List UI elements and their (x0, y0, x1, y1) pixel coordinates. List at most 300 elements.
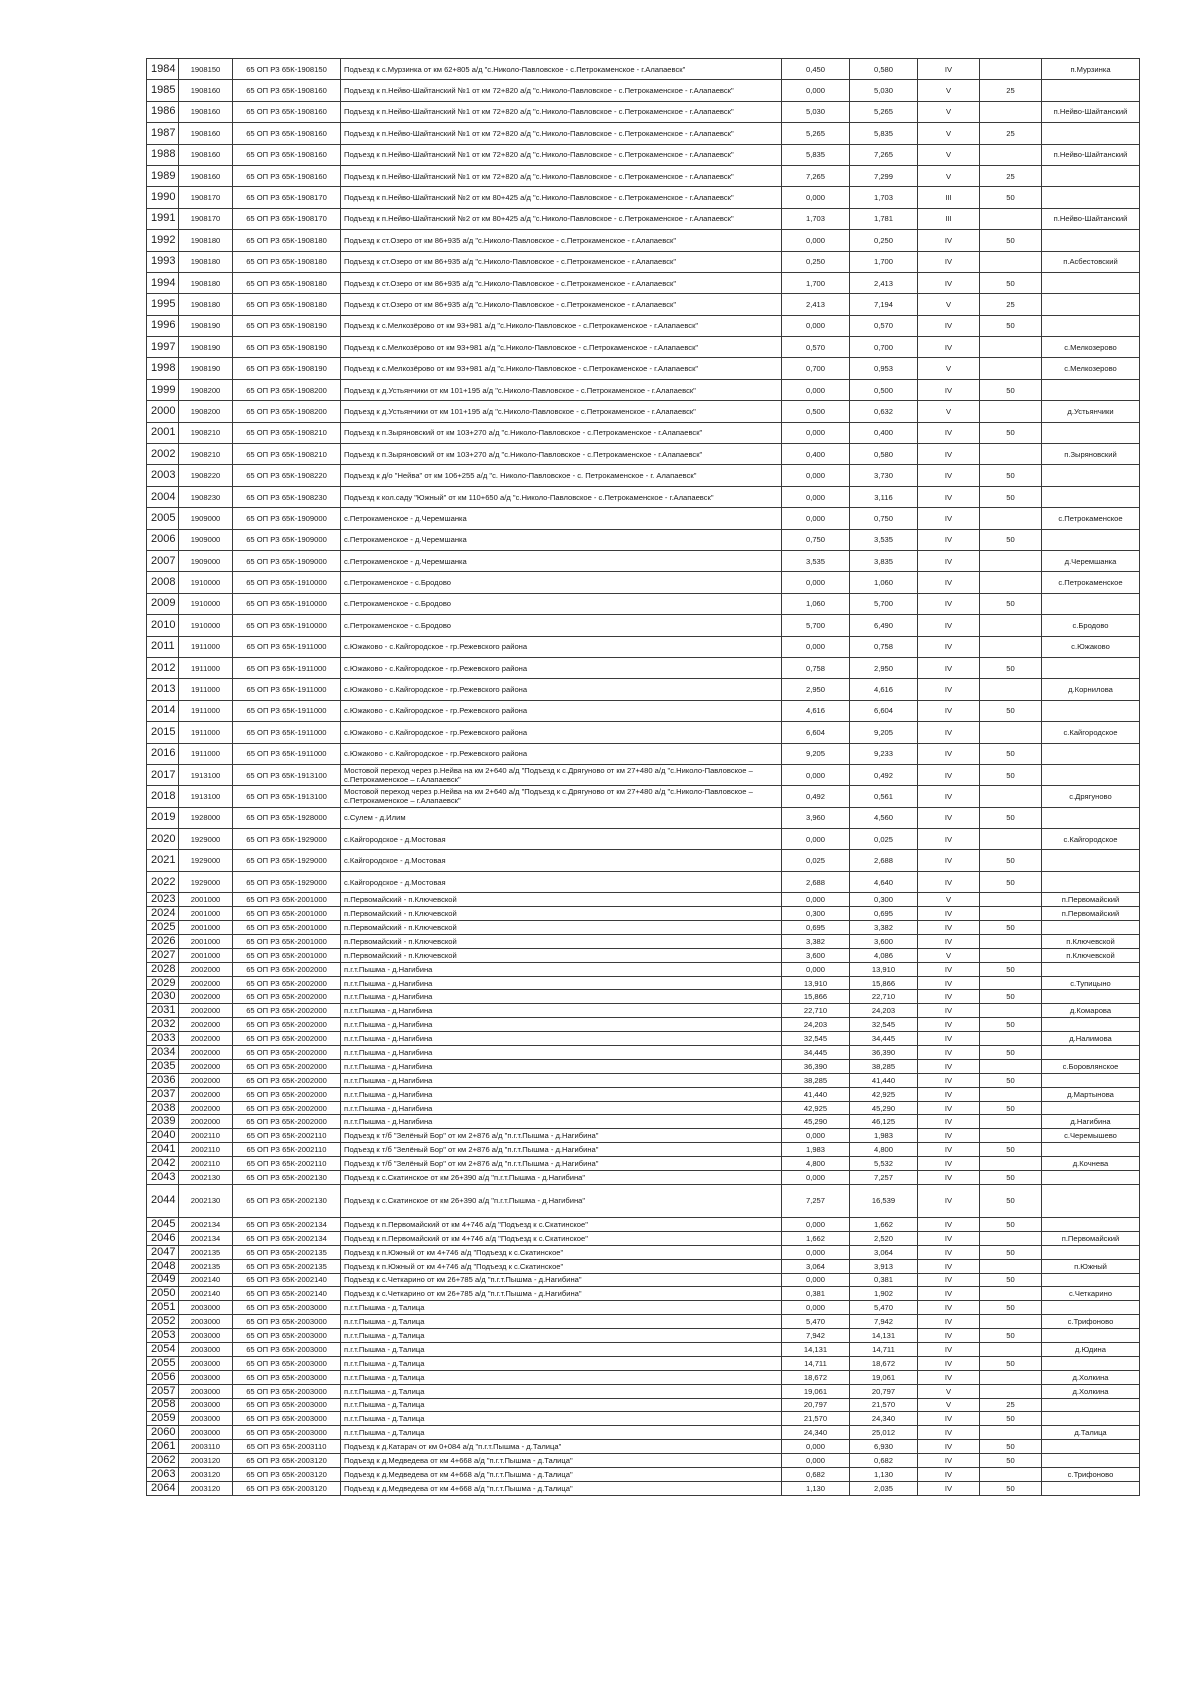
km-end-cell: 1,703 (850, 187, 918, 208)
km-end-cell: 42,925 (850, 1087, 918, 1101)
road-name-cell: с.Кайгородское - д.Мостовая (341, 871, 782, 892)
road-code-cell: 65 ОП РЗ 65К-2002134 (233, 1231, 341, 1245)
settlement-cell: д.Устьянчики (1042, 401, 1140, 422)
speed-limit-cell: 50 (980, 465, 1042, 486)
road-code-cell: 65 ОП РЗ 65К-2002000 (233, 1046, 341, 1060)
km-start-cell: 3,535 (782, 550, 850, 571)
km-end-cell: 0,580 (850, 59, 918, 80)
speed-limit-cell (980, 337, 1042, 358)
road-category-cell: III (918, 208, 980, 229)
road-category-cell: IV (918, 59, 980, 80)
road-category-cell: IV (918, 871, 980, 892)
road-name-cell: с.Южаково - с.Кайгородское - гр.Режевского района (341, 743, 782, 764)
road-category-cell: IV (918, 1171, 980, 1185)
road-code-cell: 65 ОП РЗ 65К-1908160 (233, 80, 341, 101)
km-end-cell: 5,470 (850, 1301, 918, 1315)
road-category-cell: IV (918, 934, 980, 948)
km-end-cell: 20,797 (850, 1384, 918, 1398)
road-id-cell: 1910000 (179, 615, 233, 636)
road-name-cell: Подъезд к п.Первомайский от км 4+746 а/д "Подъезд к с.Скатинское" (341, 1217, 782, 1231)
speed-limit-cell: 50 (980, 1440, 1042, 1454)
road-id-cell: 1928000 (179, 807, 233, 828)
speed-limit-cell: 25 (980, 80, 1042, 101)
table-row (147, 1287, 1140, 1301)
road-category-cell: IV (918, 990, 980, 1004)
km-end-cell: 6,490 (850, 615, 918, 636)
road-category-cell: IV (918, 615, 980, 636)
road-code-cell: 65 ОП РЗ 65К-1910000 (233, 593, 341, 614)
row-number-cell: 2041 (147, 1143, 179, 1157)
road-category-cell: IV (918, 1287, 980, 1301)
table-row (147, 358, 1140, 379)
road-category-cell: IV (918, 1115, 980, 1129)
table-row (147, 743, 1140, 764)
table-row (147, 593, 1140, 614)
km-start-cell: 3,382 (782, 934, 850, 948)
settlement-cell (1042, 1143, 1140, 1157)
road-code-cell: 65 ОП РЗ 65К-1908230 (233, 486, 341, 507)
table-row (147, 1315, 1140, 1329)
road-code-cell: 65 ОП РЗ 65К-1908170 (233, 187, 341, 208)
km-end-cell: 2,035 (850, 1481, 918, 1495)
road-category-cell: IV (918, 1273, 980, 1287)
road-category-cell: IV (918, 593, 980, 614)
table-row (147, 1467, 1140, 1481)
row-number-cell: 2040 (147, 1129, 179, 1143)
road-name-cell: п.г.т.Пышма - д.Нагибина (341, 1032, 782, 1046)
km-start-cell: 0,000 (782, 1129, 850, 1143)
road-id-cell: 2002140 (179, 1287, 233, 1301)
road-id-cell: 1909000 (179, 529, 233, 550)
km-end-cell: 19,061 (850, 1370, 918, 1384)
road-id-cell: 1909000 (179, 550, 233, 571)
speed-limit-cell: 50 (980, 1018, 1042, 1032)
settlement-cell: п.Нейво-Шайтанский (1042, 101, 1140, 122)
road-name-cell: с.Кайгородское - д.Мостовая (341, 850, 782, 871)
road-name-cell: Подъезд к д.Медведева от км 4+668 а/д "п.г.т.Пышма - д.Талица" (341, 1467, 782, 1481)
speed-limit-cell (980, 786, 1042, 807)
row-number-cell: 2006 (147, 529, 179, 550)
settlement-cell (1042, 850, 1140, 871)
road-category-cell: IV (918, 1217, 980, 1231)
road-name-cell: Подъезд к п.Нейво-Шайтанский №1 от км 72+820 а/д "с.Николо-Павловское - с.Петрокаменское - г.Алапаевск" (341, 80, 782, 101)
table-row (147, 829, 1140, 850)
settlement-cell: д.Корнилова (1042, 679, 1140, 700)
road-code-cell: 65 ОП РЗ 65К-2002135 (233, 1259, 341, 1273)
km-end-cell: 0,632 (850, 401, 918, 422)
road-name-cell: Подъезд к с.Мурзинка от км 62+805 а/д "с.Николо-Павловское - с.Петрокаменское - г.Алапаевск" (341, 59, 782, 80)
km-end-cell: 13,910 (850, 962, 918, 976)
road-code-cell: 65 ОП РЗ 65К-1908180 (233, 272, 341, 293)
settlement-cell: д.Черемшанка (1042, 550, 1140, 571)
road-code-cell: 65 ОП РЗ 65К-1911000 (233, 679, 341, 700)
road-name-cell: п.г.т.Пышма - д.Нагибина (341, 1087, 782, 1101)
km-start-cell: 0,000 (782, 829, 850, 850)
settlement-cell: с.Южаково (1042, 636, 1140, 657)
road-name-cell: п.г.т.Пышма - д.Талица (341, 1301, 782, 1315)
road-id-cell: 1908200 (179, 379, 233, 400)
road-code-cell: 65 ОП РЗ 65К-2003000 (233, 1356, 341, 1370)
km-end-cell: 5,835 (850, 123, 918, 144)
road-name-cell: п.г.т.Пышма - д.Нагибина (341, 1115, 782, 1129)
road-code-cell: 65 ОП РЗ 65К-2001000 (233, 921, 341, 935)
speed-limit-cell: 50 (980, 1073, 1042, 1087)
row-number-cell: 2019 (147, 807, 179, 828)
km-start-cell: 5,030 (782, 101, 850, 122)
row-number-cell: 2009 (147, 593, 179, 614)
table-row (147, 1018, 1140, 1032)
table-row (147, 1440, 1140, 1454)
row-number-cell: 2061 (147, 1440, 179, 1454)
settlement-cell: с.Тупицыно (1042, 976, 1140, 990)
settlement-cell (1042, 80, 1140, 101)
km-start-cell: 6,604 (782, 722, 850, 743)
settlement-cell: д.Мартынова (1042, 1087, 1140, 1101)
km-end-cell: 2,950 (850, 657, 918, 678)
settlement-cell: п.Зыряновский (1042, 444, 1140, 465)
row-number-cell: 2053 (147, 1329, 179, 1343)
speed-limit-cell (980, 1287, 1042, 1301)
km-end-cell: 0,381 (850, 1273, 918, 1287)
km-start-cell: 42,925 (782, 1101, 850, 1115)
km-start-cell: 24,203 (782, 1018, 850, 1032)
road-name-cell: п.г.т.Пышма - д.Нагибина (341, 1101, 782, 1115)
road-id-cell: 1908210 (179, 422, 233, 443)
road-name-cell: Подъезд к ст.Озеро от км 86+935 а/д "с.Николо-Павловское - с.Петрокаменское - г.Алапаевск" (341, 251, 782, 272)
speed-limit-cell (980, 401, 1042, 422)
table-row (147, 1301, 1140, 1315)
settlement-cell: с.Кайгородское (1042, 722, 1140, 743)
row-number-cell: 2056 (147, 1370, 179, 1384)
row-number-cell: 2027 (147, 948, 179, 962)
speed-limit-cell: 50 (980, 1217, 1042, 1231)
road-code-cell: 65 ОП РЗ 65К-1909000 (233, 508, 341, 529)
road-code-cell: 65 ОП РЗ 65К-2003000 (233, 1342, 341, 1356)
settlement-cell (1042, 962, 1140, 976)
road-name-cell: с.Южаково - с.Кайгородское - гр.Режевского района (341, 636, 782, 657)
road-name-cell: п.г.т.Пышма - д.Талица (341, 1370, 782, 1384)
km-start-cell: 0,700 (782, 358, 850, 379)
road-id-cell: 2002000 (179, 1018, 233, 1032)
km-start-cell: 32,545 (782, 1032, 850, 1046)
road-category-cell: IV (918, 1032, 980, 1046)
road-name-cell: п.Первомайский - п.Ключевской (341, 934, 782, 948)
table-row (147, 1356, 1140, 1370)
road-name-cell: п.г.т.Пышма - д.Талица (341, 1329, 782, 1343)
speed-limit-cell (980, 948, 1042, 962)
km-start-cell: 38,285 (782, 1073, 850, 1087)
settlement-cell (1042, 315, 1140, 336)
road-id-cell: 2002134 (179, 1231, 233, 1245)
road-name-cell: п.г.т.Пышма - д.Нагибина (341, 1073, 782, 1087)
table-row (147, 144, 1140, 165)
speed-limit-cell: 50 (980, 379, 1042, 400)
road-category-cell: IV (918, 1184, 980, 1217)
km-start-cell: 14,131 (782, 1342, 850, 1356)
road-code-cell: 65 ОП РЗ 65К-1911000 (233, 700, 341, 721)
row-number-cell: 2001 (147, 422, 179, 443)
km-start-cell: 13,910 (782, 976, 850, 990)
road-name-cell: с.Петрокаменское - д.Черемшанка (341, 529, 782, 550)
road-register-sheet (146, 58, 1139, 1496)
road-category-cell: IV (918, 486, 980, 507)
road-code-cell: 65 ОП РЗ 65К-2002135 (233, 1245, 341, 1259)
road-name-cell: п.г.т.Пышма - д.Талица (341, 1412, 782, 1426)
settlement-cell (1042, 1356, 1140, 1370)
road-category-cell: IV (918, 1412, 980, 1426)
km-end-cell: 6,604 (850, 700, 918, 721)
speed-limit-cell: 50 (980, 1046, 1042, 1060)
km-end-cell: 7,257 (850, 1171, 918, 1185)
road-name-cell: Подъезд к п.Нейво-Шайтанский №1 от км 72+820 а/д "с.Николо-Павловское - с.Петрокаменское - г.Алапаевск" (341, 123, 782, 144)
road-id-cell: 2003000 (179, 1426, 233, 1440)
road-id-cell: 2002000 (179, 1073, 233, 1087)
road-category-cell: IV (918, 508, 980, 529)
road-id-cell: 2002000 (179, 1046, 233, 1060)
road-code-cell: 65 ОП РЗ 65К-2003110 (233, 1440, 341, 1454)
road-name-cell: п.г.т.Пышма - д.Нагибина (341, 1004, 782, 1018)
km-end-cell: 5,030 (850, 80, 918, 101)
km-end-cell: 5,532 (850, 1157, 918, 1171)
speed-limit-cell: 50 (980, 700, 1042, 721)
speed-limit-cell (980, 101, 1042, 122)
road-id-cell: 1911000 (179, 700, 233, 721)
row-number-cell: 1989 (147, 165, 179, 186)
km-end-cell: 4,560 (850, 807, 918, 828)
road-category-cell: V (918, 358, 980, 379)
settlement-cell: п.Ключевской (1042, 948, 1140, 962)
road-name-cell: Подъезд к д.Медведева от км 4+668 а/д "п.г.т.Пышма - д.Талица" (341, 1454, 782, 1468)
speed-limit-cell: 50 (980, 657, 1042, 678)
road-id-cell: 1911000 (179, 679, 233, 700)
road-category-cell: IV (918, 572, 980, 593)
km-end-cell: 4,616 (850, 679, 918, 700)
table-row (147, 962, 1140, 976)
row-number-cell: 1991 (147, 208, 179, 229)
road-code-cell: 65 ОП РЗ 65К-2002000 (233, 1018, 341, 1032)
road-name-cell: Подъезд к д.Устьянчики от км 101+195 а/д "с.Николо-Павловское - с.Петрокаменское - г.Алапаевск" (341, 379, 782, 400)
table-row (147, 208, 1140, 229)
km-start-cell: 0,000 (782, 465, 850, 486)
road-category-cell: IV (918, 1259, 980, 1273)
road-id-cell: 2002130 (179, 1184, 233, 1217)
settlement-cell: с.Черемышево (1042, 1129, 1140, 1143)
table-row (147, 1171, 1140, 1185)
km-start-cell: 21,570 (782, 1412, 850, 1426)
road-id-cell: 1908150 (179, 59, 233, 80)
table-row (147, 1032, 1140, 1046)
road-id-cell: 2002134 (179, 1217, 233, 1231)
km-start-cell: 0,000 (782, 486, 850, 507)
speed-limit-cell (980, 1259, 1042, 1273)
road-id-cell: 1908170 (179, 208, 233, 229)
road-name-cell: Подъезд к д.Катарач от км 0+084 а/д "п.г.т.Пышма - д.Талица" (341, 1440, 782, 1454)
speed-limit-cell (980, 358, 1042, 379)
km-start-cell: 0,695 (782, 921, 850, 935)
speed-limit-cell (980, 829, 1042, 850)
road-category-cell: IV (918, 679, 980, 700)
speed-limit-cell (980, 208, 1042, 229)
road-name-cell: Подъезд к п.Нейво-Шайтанский №1 от км 72+820 а/д "с.Николо-Павловское - с.Петрокаменское - г.Алапаевск" (341, 165, 782, 186)
km-end-cell: 0,025 (850, 829, 918, 850)
row-number-cell: 2063 (147, 1467, 179, 1481)
km-start-cell: 7,265 (782, 165, 850, 186)
road-name-cell: Подъезд к ст.Озеро от км 86+935 а/д "с.Николо-Павловское - с.Петрокаменское - г.Алапаевск" (341, 230, 782, 251)
row-number-cell: 1992 (147, 230, 179, 251)
row-number-cell: 2011 (147, 636, 179, 657)
speed-limit-cell: 50 (980, 871, 1042, 892)
road-code-cell: 65 ОП РЗ 65К-1908160 (233, 144, 341, 165)
row-number-cell: 2014 (147, 700, 179, 721)
settlement-cell (1042, 807, 1140, 828)
row-number-cell: 1990 (147, 187, 179, 208)
settlement-cell (1042, 1301, 1140, 1315)
settlement-cell (1042, 1412, 1140, 1426)
table-row (147, 948, 1140, 962)
km-end-cell: 7,194 (850, 294, 918, 315)
road-code-cell: 65 ОП РЗ 65К-2002000 (233, 976, 341, 990)
road-code-cell: 65 ОП РЗ 65К-1908210 (233, 444, 341, 465)
row-number-cell: 2048 (147, 1259, 179, 1273)
road-id-cell: 2003120 (179, 1481, 233, 1495)
road-name-cell: п.г.т.Пышма - д.Талица (341, 1356, 782, 1370)
speed-limit-cell (980, 1157, 1042, 1171)
road-category-cell: IV (918, 657, 980, 678)
road-code-cell: 65 ОП РЗ 65К-2003120 (233, 1481, 341, 1495)
speed-limit-cell (980, 907, 1042, 921)
km-start-cell: 0,000 (782, 508, 850, 529)
row-number-cell: 2036 (147, 1073, 179, 1087)
table-row (147, 1342, 1140, 1356)
road-category-cell: IV (918, 1046, 980, 1060)
km-start-cell: 0,025 (782, 850, 850, 871)
settlement-cell: с.Мелкозерово (1042, 337, 1140, 358)
km-end-cell: 3,600 (850, 934, 918, 948)
speed-limit-cell: 50 (980, 1356, 1042, 1370)
km-start-cell: 7,942 (782, 1329, 850, 1343)
settlement-cell: п.Первомайский (1042, 893, 1140, 907)
road-id-cell: 2002000 (179, 990, 233, 1004)
table-row (147, 550, 1140, 571)
road-category-cell: IV (918, 422, 980, 443)
road-name-cell: Подъезд к п.Нейво-Шайтанский №1 от км 72+820 а/д "с.Николо-Павловское - с.Петрокаменское - г.Алапаевск" (341, 144, 782, 165)
km-start-cell: 0,000 (782, 1301, 850, 1315)
row-number-cell: 1999 (147, 379, 179, 400)
road-id-cell: 2001000 (179, 907, 233, 921)
road-id-cell: 2002110 (179, 1143, 233, 1157)
table-row (147, 422, 1140, 443)
row-number-cell: 2010 (147, 615, 179, 636)
km-end-cell: 0,492 (850, 764, 918, 785)
km-start-cell: 0,300 (782, 907, 850, 921)
road-category-cell: IV (918, 976, 980, 990)
road-name-cell: Подъезд к п.Зыряновский от км 103+270 а/д "с.Николо-Павловское - с.Петрокаменское - г.Алапаевск" (341, 444, 782, 465)
km-end-cell: 0,953 (850, 358, 918, 379)
road-name-cell: Подъезд к ст.Озеро от км 86+935 а/д "с.Николо-Павловское - с.Петрокаменское - г.Алапаевск" (341, 272, 782, 293)
road-category-cell: IV (918, 1426, 980, 1440)
km-start-cell: 0,000 (782, 422, 850, 443)
road-id-cell: 2003000 (179, 1398, 233, 1412)
road-name-cell: Подъезд к п.Южный от км 4+746 а/д "Подъезд к с.Скатинское" (341, 1259, 782, 1273)
road-category-cell: V (918, 165, 980, 186)
row-number-cell: 2064 (147, 1481, 179, 1495)
road-name-cell: п.г.т.Пышма - д.Нагибина (341, 1059, 782, 1073)
km-start-cell: 0,000 (782, 893, 850, 907)
km-start-cell: 41,440 (782, 1087, 850, 1101)
km-start-cell: 5,470 (782, 1315, 850, 1329)
road-code-cell: 65 ОП РЗ 65К-1909000 (233, 529, 341, 550)
road-register-table (146, 58, 1140, 1496)
road-code-cell: 65 ОП РЗ 65К-1913100 (233, 786, 341, 807)
row-number-cell: 2025 (147, 921, 179, 935)
table-row (147, 337, 1140, 358)
road-code-cell: 65 ОП РЗ 65К-2002110 (233, 1129, 341, 1143)
speed-limit-cell (980, 636, 1042, 657)
km-end-cell: 1,902 (850, 1287, 918, 1301)
settlement-cell: п.Асбестовский (1042, 251, 1140, 272)
road-code-cell: 65 ОП РЗ 65К-2002000 (233, 990, 341, 1004)
row-number-cell: 2005 (147, 508, 179, 529)
road-name-cell: Подъезд к с.Скатинское от км 26+390 а/д "п.г.т.Пышма - д.Нагибина" (341, 1184, 782, 1217)
km-end-cell: 0,250 (850, 230, 918, 251)
speed-limit-cell: 25 (980, 165, 1042, 186)
speed-limit-cell: 50 (980, 1101, 1042, 1115)
road-id-cell: 2003000 (179, 1329, 233, 1343)
road-id-cell: 2002000 (179, 962, 233, 976)
km-end-cell: 45,290 (850, 1101, 918, 1115)
table-row (147, 251, 1140, 272)
km-start-cell: 1,060 (782, 593, 850, 614)
row-number-cell: 2008 (147, 572, 179, 593)
row-number-cell: 2016 (147, 743, 179, 764)
table-row (147, 921, 1140, 935)
road-code-cell: 65 ОП РЗ 65К-1910000 (233, 572, 341, 593)
speed-limit-cell: 50 (980, 230, 1042, 251)
table-row (147, 657, 1140, 678)
road-code-cell: 65 ОП РЗ 65К-2002130 (233, 1184, 341, 1217)
km-start-cell: 19,061 (782, 1384, 850, 1398)
row-number-cell: 2023 (147, 893, 179, 907)
road-name-cell: с.Петрокаменское - с.Бродово (341, 593, 782, 614)
km-end-cell: 0,570 (850, 315, 918, 336)
settlement-cell (1042, 379, 1140, 400)
road-category-cell: IV (918, 700, 980, 721)
road-category-cell: V (918, 80, 980, 101)
settlement-cell: с.Трифоново (1042, 1315, 1140, 1329)
road-code-cell: 65 ОП РЗ 65К-2002134 (233, 1217, 341, 1231)
km-end-cell: 14,711 (850, 1342, 918, 1356)
road-id-cell: 2003000 (179, 1301, 233, 1315)
table-row (147, 123, 1140, 144)
road-name-cell: п.г.т.Пышма - д.Нагибина (341, 962, 782, 976)
row-number-cell: 2046 (147, 1231, 179, 1245)
road-name-cell: с.Южаково - с.Кайгородское - гр.Режевского района (341, 657, 782, 678)
km-end-cell: 0,561 (850, 786, 918, 807)
table-row (147, 1004, 1140, 1018)
row-number-cell: 2034 (147, 1046, 179, 1060)
road-category-cell: IV (918, 850, 980, 871)
road-code-cell: 65 ОП РЗ 65К-2001000 (233, 934, 341, 948)
table-row (147, 1231, 1140, 1245)
speed-limit-cell (980, 1467, 1042, 1481)
speed-limit-cell (980, 1059, 1042, 1073)
row-number-cell: 1995 (147, 294, 179, 315)
table-row (147, 893, 1140, 907)
row-number-cell: 2022 (147, 871, 179, 892)
speed-limit-cell (980, 1004, 1042, 1018)
road-category-cell: IV (918, 337, 980, 358)
speed-limit-cell: 50 (980, 764, 1042, 785)
